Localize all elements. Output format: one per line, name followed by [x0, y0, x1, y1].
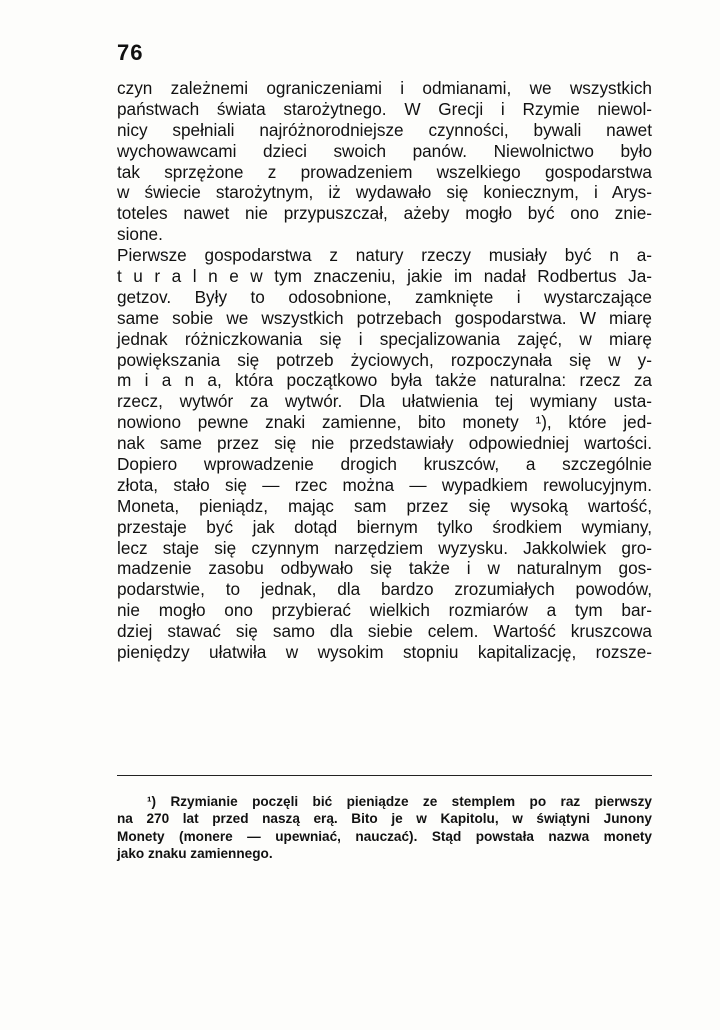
body-line: lecz staje się czynnym narzędziem wyzysku. Jakkolwiek gro- — [117, 537, 652, 558]
body-line: nowiono pewne znaki zamienne, bito monety ¹), które jed- — [117, 412, 652, 433]
body-line: wychowawcami dzieci swoich panów. Niewolnictwo było — [117, 140, 652, 161]
body-line: czyn zależnemi ograniczeniami i odmianami, we wszystkich — [117, 78, 652, 98]
body-line: w świecie starożytnym, iż wydawało się koniecznym, i Arys- — [117, 182, 652, 203]
body-line: nak same przez się nie przedstawiały odpowiedniej wartości. — [117, 433, 652, 454]
body-text — [117, 78, 652, 663]
body-line: Pierwsze gospodarstwa z natury rzeczy musiały być n a- — [117, 245, 652, 266]
body-line: nicy spełniali najróżnorodniejsze czynności, bywali nawet — [117, 119, 652, 140]
body-line: pieniędzy ułatwiła w wysokim stopniu kapitalizację, rozsze- — [117, 642, 652, 663]
body-line: złota, stało się — rzec można — wypadkiem rewolucyjnym. — [117, 474, 652, 495]
body-line: dziej stawać się samo dla siebie celem. Wartość kruszcowa — [117, 621, 652, 642]
page-number: 76 — [117, 40, 144, 65]
body-line: madzenie zasobu odbywało się także i w naturalnym gos- — [117, 558, 652, 579]
footnote-divider — [117, 775, 652, 776]
footnote-line: jako znaku zamiennego. — [117, 846, 273, 862]
body-line: toteles nawet nie przypuszczał, ażeby mogło być ono znie- — [117, 203, 652, 224]
footnote-line: ¹) Rzymianie poczęli bić pieniądze ze stemplem po raz pierwszy — [147, 794, 652, 809]
body-line: Moneta, pieniądz, mając sam przez się wysoką wartość, — [117, 495, 652, 516]
body-line: przestaje być jak dotąd biernym tylko środkiem wymiany, — [117, 516, 652, 537]
footnote — [117, 793, 652, 863]
body-line: nie mogło ono przybierać wielkich rozmiarów a tym bar- — [117, 600, 652, 621]
footnote-line: na 270 lat przed naszą erą. Bito je w Kapitolu, w świątyni Junony — [117, 811, 652, 827]
body-line: t u r a l n e w tym znaczeniu, jakie im nadał Rodbertus Ja- — [117, 266, 652, 287]
body-line: powiększania się potrzeb życiowych, rozpoczynała się w y- — [117, 349, 652, 370]
body-line: m i a n a, która początkowo była także naturalna: rzecz za — [117, 370, 652, 391]
body-line: państwach świata starożytnego. W Grecji i Rzymie niewol- — [117, 98, 652, 119]
body-line: sione. — [117, 224, 163, 245]
body-line: podarstwie, to jednak, dla bardzo zrozumiałych powodów, — [117, 579, 652, 600]
body-line: same sobie we wszystkich potrzebach gospodarstwa. W miarę — [117, 307, 652, 328]
body-line: getzov. Były to odosobnione, zamknięte i wystarczające — [117, 286, 652, 307]
body-line: rzecz, wytwór za wytwór. Dla ułatwienia tej wymiany usta- — [117, 391, 652, 412]
footnote-line: Monety (monere — upewniać, nauczać). Stąd powstała nazwa monety — [117, 828, 652, 844]
body-line: Dopiero wprowadzenie drogich kruszców, a szczególnie — [117, 454, 652, 475]
body-line: tak sprzężone z prowadzeniem wszelkiego gospodarstwa — [117, 161, 652, 182]
body-line: jednak różniczkowania się i specjalizowania zajęć, w miarę — [117, 328, 652, 349]
